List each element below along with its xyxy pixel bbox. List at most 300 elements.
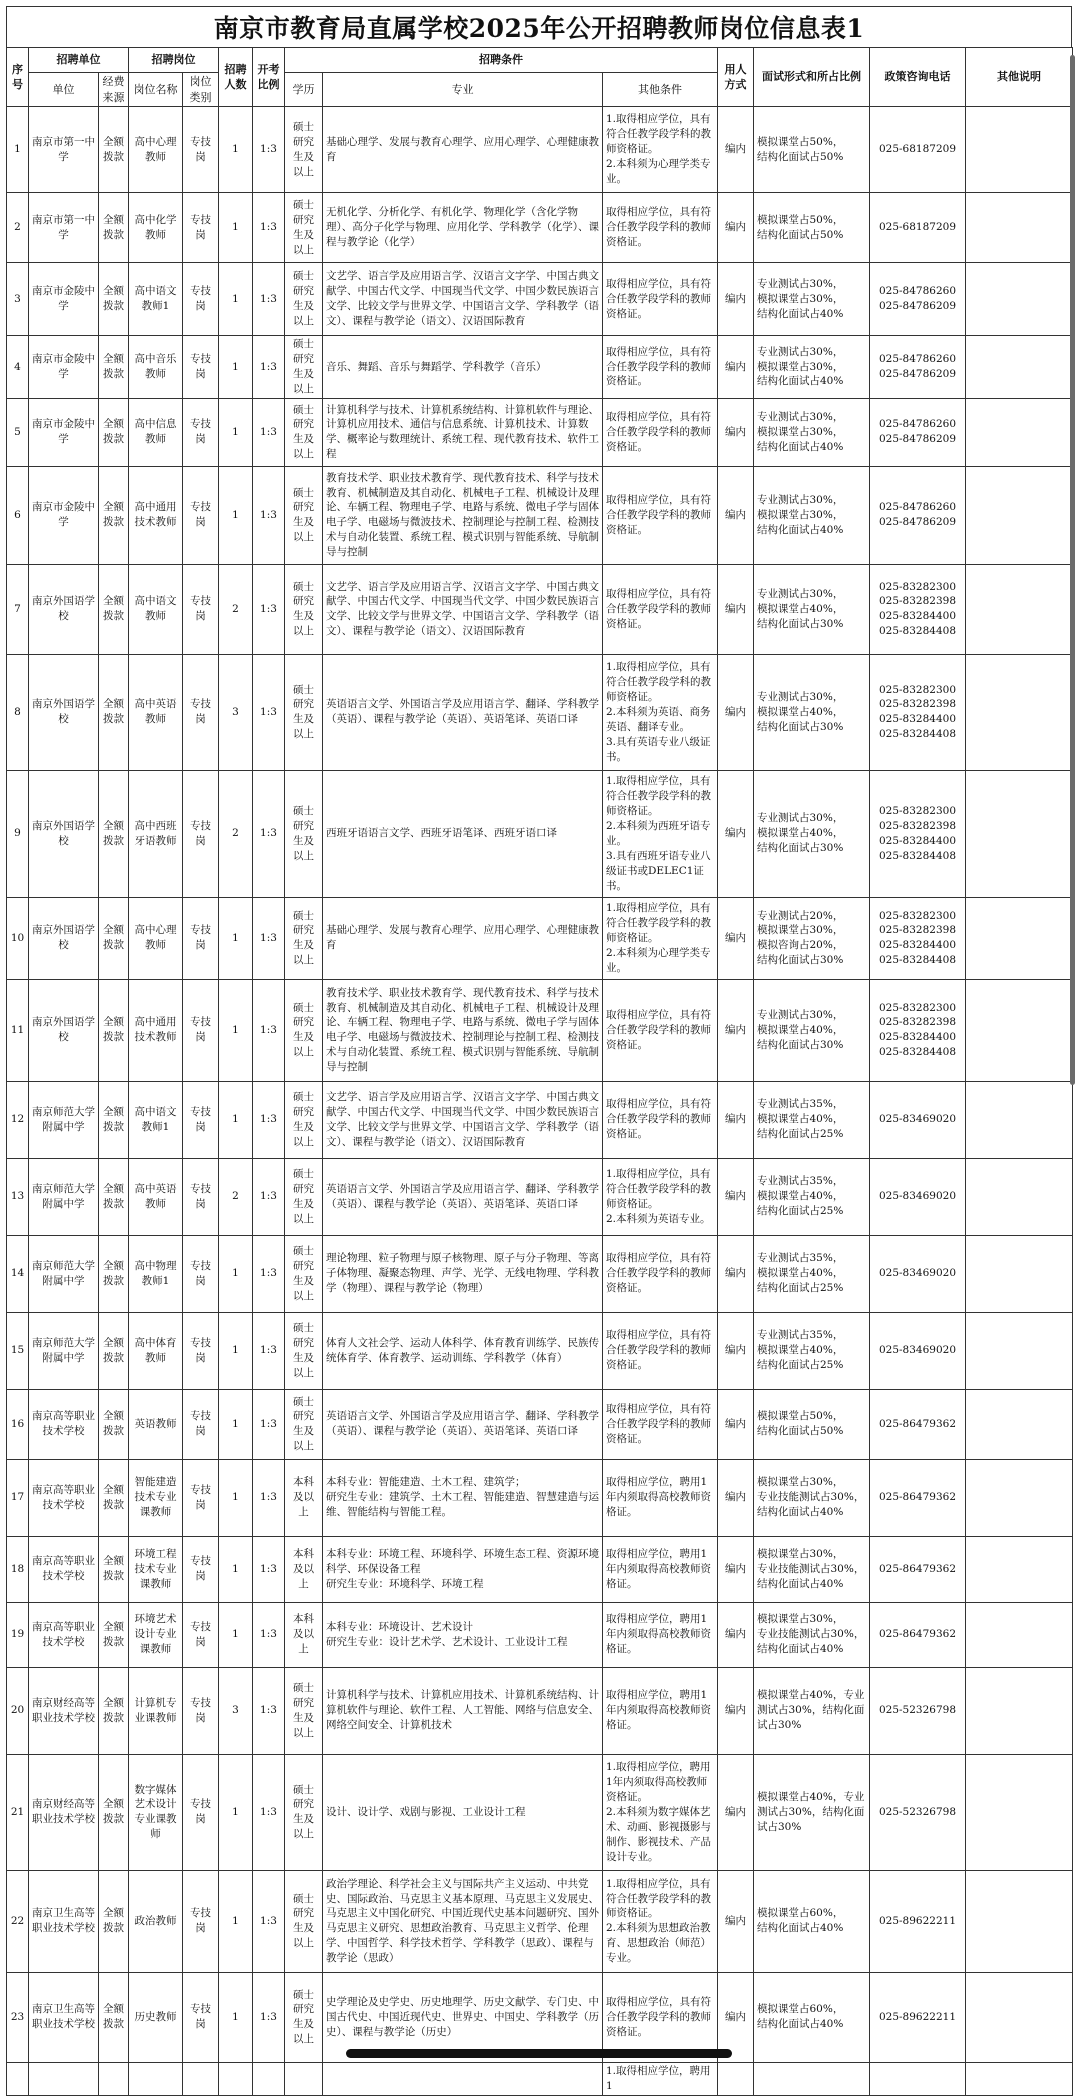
cell-seq: 23 [7,1972,29,2062]
table-row [7,1235,1073,1312]
cell-major: 教育技术学、职业技术教育学、现代教育技术、科学与技术教育、机械制造及其自动化、机械电子工程、机械设计及理论、车辆工程、物理电子学、电路与系统、微电子学与固体电子学、电磁场与微波技术、控制理论与控制工程、检测技术与自动化装置、系统工程、模式识别与智能系统、导航制导与控制 [323,979,603,1081]
cell-post-name: 智能建造技术专业课教师 [129,1459,183,1536]
cell-major: 无机化学、分析化学、有机化学、物理化学（含化学物理）、高分子化学与物理、应用化学、学科教学（化学）、课程与教学论（化学） [323,193,603,263]
cell-post-type [183,2062,219,2095]
cell-ratio: 1:3 [253,897,285,979]
cell-post-type: 专技岗 [183,654,219,770]
cell-major: 政治学理论、科学社会主义与国际共产主义运动、中共党史、国际政治、马克思主义基本原理、马克思主义发展史、马克思主义中国化研究、中国近现代史基本问题研究、国外马克思主义研究、思想政治教育、马克思主义哲学、伦理学、中国哲学、科学技术哲学、学科教学（思政）、课程与教学论（思政） [323,1870,603,1972]
cell-post-name: 政治教师 [129,1870,183,1972]
cell-ratio: 1:3 [253,1389,285,1459]
cell-major: 西班牙语语言文学、西班牙语笔译、西班牙语口译 [323,770,603,897]
table-row [7,1158,1073,1235]
cell-fund: 全额拨款 [99,1158,129,1235]
cell-post-name: 高中化学教师 [129,193,183,263]
cell-interview: 模拟课堂占60%， 结构化面试占40% [754,1972,870,2062]
cell-fund: 全额拨款 [99,1312,129,1389]
cell-post-type: 专技岗 [183,770,219,897]
cell-notes [966,107,1073,193]
cell-interview: 专业测试占35%， 模拟课堂占40%， 结构化面试占25% [754,1081,870,1158]
cell-post-type: 专技岗 [183,897,219,979]
cell-ratio: 1:3 [253,193,285,263]
cell-edu: 硕士研究生及以上 [285,1158,323,1235]
cell-seq: 8 [7,654,29,770]
table-row [7,1602,1073,1667]
cell-num: 1 [219,1754,253,1870]
cell-method: 编内 [718,1667,754,1754]
cell-num: 1 [219,1389,253,1459]
cell-notes [966,1667,1073,1754]
cell-unit: 南京高等职业技术学校 [29,1602,99,1667]
cell-post-type: 专技岗 [183,1158,219,1235]
cell-phone: 025-52326798 [870,1754,966,1870]
cell-method: 编内 [718,979,754,1081]
cell-phone: 025-83282300 025-83282398 025-83284400 025-83284408 [870,897,966,979]
cell-seq: 7 [7,564,29,654]
cell-num: 1 [219,979,253,1081]
cell-other: 1.取得相应学位，具有符合任教学段学科的教师资格证。 2.本科须为英语、商务英语、翻译专业。 3.具有英语专业八级证书。 [603,654,718,770]
cell-phone: 025-84786260 025-84786209 [870,466,966,564]
table-row [7,654,1073,770]
table-row [7,1870,1073,1972]
cell-fund: 全额拨款 [99,1972,129,2062]
cell-major: 史学理论及史学史、历史地理学、历史文献学、专门史、中国古代史、中国近现代史、世界史、中国史、学科教学（历史）、课程与教学论（历史） [323,1972,603,2062]
cell-seq: 9 [7,770,29,897]
cell-major [323,2062,603,2095]
cell-post-type: 专技岗 [183,193,219,263]
cell-interview: 专业测试占35%， 模拟课堂占40%， 结构化面试占25% [754,1312,870,1389]
cell-notes [966,1235,1073,1312]
cell-fund: 全额拨款 [99,1870,129,1972]
cell-unit: 南京财经高等职业技术学校 [29,1754,99,1870]
cell-major: 基础心理学、发展与教育心理学、应用心理学、心理健康教育 [323,897,603,979]
cell-notes [966,1602,1073,1667]
col-ratio: 开考比例 [253,48,285,107]
cell-seq: 13 [7,1158,29,1235]
cell-notes [966,897,1073,979]
cell-major: 基础心理学、发展与教育心理学、应用心理学、心理健康教育 [323,107,603,193]
col-major: 专业 [323,73,603,107]
cell-interview: 模拟课堂占30%， 专业技能测试占30%， 结构化面试占40% [754,1602,870,1667]
cell-method: 编内 [718,897,754,979]
cell-notes [966,336,1073,399]
cell-other: 1.取得相应学位，聘用1年内须取得高校教师资格证。 2.本科须为数字媒体艺术、动画、影视摄影与制作、影视技术、产品设计专业。 [603,1754,718,1870]
cell-unit: 南京财经高等职业技术学校 [29,1667,99,1754]
cell-unit: 南京外国语学校 [29,654,99,770]
recruitment-sheet [6,6,1072,2096]
cell-post-type: 专技岗 [183,564,219,654]
cell-method: 编内 [718,1459,754,1536]
cell-method: 编内 [718,1602,754,1667]
cell-num: 1 [219,1459,253,1536]
cell-phone: 025-84786260 025-84786209 [870,336,966,399]
cell-major: 体育人文社会学、运动人体科学、体育教育训练学、民族传统体育学、体育教学、运动训练、学科教学（体育） [323,1312,603,1389]
table-row [7,1459,1073,1536]
cell-phone: 025-68187209 [870,107,966,193]
cell-notes [966,1459,1073,1536]
cell-other: 取得相应学位，聘用1年内须取得高校教师资格证。 [603,1536,718,1602]
cell-edu: 硕士研究生及以上 [285,466,323,564]
cell-major: 本科专业：智能建造、土木工程、建筑学； 研究生专业：建筑学、土木工程、智能建造、智慧建造与运维、智能结构与智能工程。 [323,1459,603,1536]
cell-method: 编内 [718,466,754,564]
cell-fund: 全额拨款 [99,107,129,193]
cell-ratio: 1:3 [253,1158,285,1235]
cell-notes [966,654,1073,770]
cell-seq: 4 [7,336,29,399]
cell-notes [966,1389,1073,1459]
cell-method: 编内 [718,1235,754,1312]
cell-post-name: 高中音乐教师 [129,336,183,399]
cell-other: 取得相应学位，聘用1年内须取得高校教师资格证。 [603,1667,718,1754]
table-row [7,979,1073,1081]
cell-num: 1 [219,107,253,193]
cell-post-name: 高中物理教师1 [129,1235,183,1312]
cell-edu: 硕士研究生及以上 [285,1389,323,1459]
cell-notes [966,770,1073,897]
cell-phone: 025-86479362 [870,1602,966,1667]
cell-post-type: 专技岗 [183,1972,219,2062]
cell-phone: 025-83282300 025-83282398 025-83284400 025-83284408 [870,564,966,654]
cell-unit: 南京外国语学校 [29,979,99,1081]
cell-ratio: 1:3 [253,1536,285,1602]
cell-other: 取得相应学位，具有符合任教学段学科的教师资格证。 [603,398,718,466]
cell-post-name [129,2062,183,2095]
col-method: 用人方式 [718,48,754,107]
col-cond-group: 招聘条件 [285,48,718,73]
cell-edu: 硕士研究生及以上 [285,107,323,193]
cell-ratio: 1:3 [253,1081,285,1158]
cell-ratio: 1:3 [253,336,285,399]
cell-seq: 21 [7,1754,29,1870]
table-row [7,398,1073,466]
cell-unit: 南京高等职业技术学校 [29,1536,99,1602]
cell-other: 1.取得相应学位，具有符合任教学段学科的教师资格证。 2.本科须为心理学类专业。 [603,107,718,193]
cell-notes [966,1312,1073,1389]
cell-num: 2 [219,770,253,897]
cell-seq: 12 [7,1081,29,1158]
cell-fund: 全额拨款 [99,466,129,564]
cell-seq: 22 [7,1870,29,1972]
cell-fund: 全额拨款 [99,654,129,770]
cell-notes [966,466,1073,564]
cell-num: 1 [219,1870,253,1972]
cell-major: 英语语言文学、外国语言学及应用语言学、翻译、学科教学（英语）、课程与教学论（英语）、英语笔译、英语口译 [323,1389,603,1459]
cell-seq: 2 [7,193,29,263]
cell-ratio: 1:3 [253,979,285,1081]
cell-phone: 025-83469020 [870,1081,966,1158]
cell-interview: 专业测试占30%， 模拟课堂占40%， 结构化面试占30% [754,979,870,1081]
cell-major: 英语语言文学、外国语言学及应用语言学、翻译、学科教学（英语）、课程与教学论（英语）、英语笔译、英语口译 [323,654,603,770]
cell-ratio: 1:3 [253,1972,285,2062]
cell-fund: 全额拨款 [99,1667,129,1754]
cell-ratio: 1:3 [253,107,285,193]
cell-unit: 南京市第一中学 [29,107,99,193]
cell-interview: 模拟课堂占50%， 结构化面试占50% [754,107,870,193]
col-phone: 政策咨询电话 [870,48,966,107]
cell-method: 编内 [718,654,754,770]
cell-ratio: 1:3 [253,564,285,654]
cell-major: 英语语言文学、外国语言学及应用语言学、翻译、学科教学（英语）、课程与教学论（英语）、英语笔译、英语口译 [323,1158,603,1235]
cell-major: 本科专业：环境工程、环境科学、环境生态工程、资源环境科学、环保设备工程 研究生专业：环境科学、环境工程 [323,1536,603,1602]
col-edu: 学历 [285,73,323,107]
cell-notes [966,1536,1073,1602]
cell-post-type: 专技岗 [183,336,219,399]
cell-interview: 专业测试占30%， 模拟课堂占30%， 结构化面试占40% [754,466,870,564]
cell-phone: 025-83469020 [870,1158,966,1235]
cell-ratio: 1:3 [253,1312,285,1389]
cell-phone [870,2062,966,2095]
cell-interview: 模拟课堂占50%， 结构化面试占50% [754,1389,870,1459]
cell-phone: 025-83469020 [870,1235,966,1312]
cell-interview [754,2062,870,2095]
cell-num: 2 [219,1158,253,1235]
cell-post-type: 专技岗 [183,1235,219,1312]
col-post-name: 岗位名称 [129,73,183,107]
cell-seq: 5 [7,398,29,466]
col-fund: 经费来源 [99,73,129,107]
cell-method: 编内 [718,263,754,336]
cell-post-type: 专技岗 [183,1602,219,1667]
cell-method: 编内 [718,107,754,193]
cell-notes [966,1158,1073,1235]
cell-num: 1 [219,1312,253,1389]
cell-post-name: 高中英语教师 [129,1158,183,1235]
cell-other: 取得相应学位，具有符合任教学段学科的教师资格证。 [603,336,718,399]
cell-method: 编内 [718,1972,754,2062]
cell-method: 编内 [718,1536,754,1602]
cell-method: 编内 [718,1081,754,1158]
cell-fund [99,2062,129,2095]
cell-major: 文艺学、语言学及应用语言学、汉语言文字学、中国古典文献学、中国古代文学、中国现当代文学、中国少数民族语言文学、比较文学与世界文学、中国语言文学、学科教学（语文）、课程与教学论（语文）、汉语国际教育 [323,263,603,336]
cell-post-name: 环境艺术设计专业课教师 [129,1602,183,1667]
cell-num: 3 [219,1667,253,1754]
cell-other: 取得相应学位，聘用1年内须取得高校教师资格证。 [603,1602,718,1667]
cell-fund: 全额拨款 [99,398,129,466]
cell-method [718,2062,754,2095]
cell-post-type: 专技岗 [183,398,219,466]
cell-num: 1 [219,1536,253,1602]
cell-notes [966,1081,1073,1158]
cell-post-name: 高中通用技术教师 [129,466,183,564]
cell-post-name: 高中心理教师 [129,897,183,979]
cell-post-type: 专技岗 [183,1389,219,1459]
cell-num: 1 [219,336,253,399]
cell-post-name: 高中语文教师 [129,564,183,654]
cell-post-name: 高中语文教师1 [129,1081,183,1158]
cell-other: 1.取得相应学位，具有符合任教学段学科的教师资格证。 2.本科须为心理学类专业。 [603,897,718,979]
cell-post-name: 高中信息教师 [129,398,183,466]
cell-fund: 全额拨款 [99,1389,129,1459]
table-row [7,193,1073,263]
cell-phone: 025-89622211 [870,1870,966,1972]
cell-post-name: 高中西班牙语教师 [129,770,183,897]
cell-post-type: 专技岗 [183,107,219,193]
cell-num: 2 [219,564,253,654]
cell-phone: 025-84786260 025-84786209 [870,398,966,466]
cell-ratio: 1:3 [253,1602,285,1667]
cell-method: 编内 [718,398,754,466]
cell-major: 设计、设计学、戏剧与影视、工业设计工程 [323,1754,603,1870]
cell-other: 取得相应学位，聘用1年内须取得高校教师资格证。 [603,1459,718,1536]
cell-edu: 本科及以上 [285,1536,323,1602]
cell-unit: 南京卫生高等职业技术学校 [29,1972,99,2062]
cell-fund: 全额拨款 [99,897,129,979]
cell-ratio: 1:3 [253,1235,285,1312]
cell-seq: 19 [7,1602,29,1667]
cell-other: 取得相应学位，具有符合任教学段学科的教师资格证。 [603,1389,718,1459]
cell-post-name: 高中体育教师 [129,1312,183,1389]
col-notes: 其他说明 [966,48,1073,107]
cell-ratio: 1:3 [253,1870,285,1972]
page-title: 南京市教育局直属学校2025年公开招聘教师岗位信息表1 [6,6,1072,47]
cell-method: 编内 [718,193,754,263]
cell-major: 计算机科学与技术、计算机系统结构、计算机软件与理论、计算机应用技术、通信与信息系统、计算机技术、计算数学、概率论与数理统计、系统工程、现代教育技术、软件工程 [323,398,603,466]
cell-edu: 硕士研究生及以上 [285,897,323,979]
col-unit: 单位 [29,73,99,107]
cell-other: 1.取得相应学位，具有符合任教学段学科的教师资格证。 2.本科须为思想政治教育、思想政治（师范）专业。 [603,1870,718,1972]
cell-fund: 全额拨款 [99,193,129,263]
cell-ratio: 1:3 [253,1667,285,1754]
cell-unit: 南京外国语学校 [29,564,99,654]
table-row [7,897,1073,979]
table-body [7,107,1073,2095]
cell-post-name: 高中通用技术教师 [129,979,183,1081]
cell-post-name: 计算机专业课教师 [129,1667,183,1754]
cell-post-type: 专技岗 [183,1754,219,1870]
cell-seq: 15 [7,1312,29,1389]
cell-post-type: 专技岗 [183,263,219,336]
cell-fund: 全额拨款 [99,979,129,1081]
col-unit-group: 招聘单位 [29,48,129,73]
cell-edu: 硕士研究生及以上 [285,770,323,897]
cell-interview: 模拟课堂占30%， 专业技能测试占30%， 结构化面试占40% [754,1459,870,1536]
cell-num: 3 [219,654,253,770]
positions-table [6,47,1073,2096]
cell-interview: 专业测试占30%， 模拟课堂占30%， 结构化面试占40% [754,336,870,399]
cell-interview: 专业测试占20%， 模拟课堂占30%， 模拟咨询占20%， 结构化面试占30% [754,897,870,979]
home-indicator[interactable] [346,2049,732,2058]
cell-edu [285,2062,323,2095]
cell-edu: 硕士研究生及以上 [285,979,323,1081]
cell-method: 编内 [718,1870,754,1972]
cell-other: 1.取得相应学位，具有符合任教学段学科的教师资格证。 2.本科须为西班牙语专业。 3.具有西班牙语专业八级证书或DELEC1证书。 [603,770,718,897]
table-row [7,263,1073,336]
cell-major: 理论物理、粒子物理与原子核物理、原子与分子物理、等离子体物理、凝聚态物理、声学、光学、无线电物理、学科教学（物理）、课程与教学论（物理） [323,1235,603,1312]
cell-other: 取得相应学位，具有符合任教学段学科的教师资格证。 [603,193,718,263]
cell-post-type: 专技岗 [183,1081,219,1158]
cell-edu: 硕士研究生及以上 [285,1870,323,1972]
cell-unit: 南京市金陵中学 [29,263,99,336]
cell-seq: 18 [7,1536,29,1602]
cell-unit: 南京卫生高等职业技术学校 [29,1870,99,1972]
table-row [7,2062,1073,2095]
cell-ratio: 1:3 [253,466,285,564]
cell-other: 1.取得相应学位，聘用1 [603,2062,718,2095]
cell-seq: 1 [7,107,29,193]
cell-other: 取得相应学位，具有符合任教学段学科的教师资格证。 [603,1235,718,1312]
cell-unit: 南京师范大学附属中学 [29,1081,99,1158]
cell-notes [966,1870,1073,1972]
cell-method: 编内 [718,770,754,897]
cell-edu: 硕士研究生及以上 [285,193,323,263]
cell-other: 取得相应学位，具有符合任教学段学科的教师资格证。 [603,1312,718,1389]
cell-major: 音乐、舞蹈、音乐与舞蹈学、学科教学（音乐） [323,336,603,399]
cell-fund: 全额拨款 [99,1459,129,1536]
cell-seq: 14 [7,1235,29,1312]
vertical-scrollbar[interactable] [1070,55,1075,1085]
cell-other: 取得相应学位，具有符合任教学段学科的教师资格证。 [603,1972,718,2062]
cell-notes [966,2062,1073,2095]
cell-seq [7,2062,29,2095]
cell-num: 1 [219,263,253,336]
cell-fund: 全额拨款 [99,1754,129,1870]
cell-fund: 全额拨款 [99,564,129,654]
cell-edu: 硕士研究生及以上 [285,398,323,466]
header-row-1 [7,48,1073,73]
cell-notes [966,1972,1073,2062]
cell-post-name: 数字媒体艺术设计专业课教师 [129,1754,183,1870]
cell-edu: 本科及以上 [285,1459,323,1536]
cell-edu: 硕士研究生及以上 [285,1667,323,1754]
table-row [7,1667,1073,1754]
cell-num [219,2062,253,2095]
table-row [7,1536,1073,1602]
cell-num: 1 [219,897,253,979]
cell-major: 文艺学、语言学及应用语言学、汉语言文字学、中国古典文献学、中国古代文学、中国现当代文学、中国少数民族语言文学、比较文学与世界文学、中国语言文学、学科教学（语文）、课程与教学论（语文）、汉语国际教育 [323,1081,603,1158]
cell-post-type: 专技岗 [183,1459,219,1536]
cell-edu: 硕士研究生及以上 [285,1312,323,1389]
col-post-group: 招聘岗位 [129,48,219,73]
cell-edu: 硕士研究生及以上 [285,1972,323,2062]
cell-ratio: 1:3 [253,1459,285,1536]
cell-unit: 南京市金陵中学 [29,466,99,564]
table-row [7,1081,1073,1158]
cell-phone: 025-68187209 [870,193,966,263]
cell-interview: 专业测试占30%， 模拟课堂占40%， 结构化面试占30% [754,654,870,770]
cell-interview: 专业测试占30%， 模拟课堂占30%， 结构化面试占40% [754,263,870,336]
cell-unit: 南京师范大学附属中学 [29,1312,99,1389]
table-row [7,1754,1073,1870]
cell-post-type: 专技岗 [183,466,219,564]
cell-seq: 10 [7,897,29,979]
cell-unit [29,2062,99,2095]
table-row [7,1389,1073,1459]
cell-phone: 025-83282300 025-83282398 025-83284400 025-83284408 [870,770,966,897]
cell-post-name: 高中语文教师1 [129,263,183,336]
cell-interview: 模拟课堂占40%，专业测试占30%，结构化面试占30% [754,1754,870,1870]
cell-phone: 025-83282300 025-83282398 025-83284400 025-83284408 [870,654,966,770]
cell-unit: 南京外国语学校 [29,770,99,897]
table-row [7,770,1073,897]
cell-other: 取得相应学位，具有符合任教学段学科的教师资格证。 [603,564,718,654]
cell-unit: 南京师范大学附属中学 [29,1235,99,1312]
cell-seq: 3 [7,263,29,336]
cell-method: 编内 [718,564,754,654]
cell-edu: 硕士研究生及以上 [285,1081,323,1158]
cell-interview: 专业测试占30%， 模拟课堂占40%， 结构化面试占30% [754,564,870,654]
cell-ratio: 1:3 [253,770,285,897]
cell-notes [966,193,1073,263]
col-seq: 序号 [7,48,29,107]
cell-phone: 025-89622211 [870,1972,966,2062]
cell-method: 编内 [718,1158,754,1235]
cell-ratio: 1:3 [253,263,285,336]
cell-other: 取得相应学位，具有符合任教学段学科的教师资格证。 [603,263,718,336]
cell-fund: 全额拨款 [99,1081,129,1158]
cell-edu: 硕士研究生及以上 [285,564,323,654]
cell-unit: 南京外国语学校 [29,897,99,979]
cell-method: 编内 [718,1312,754,1389]
cell-unit: 南京市金陵中学 [29,336,99,399]
